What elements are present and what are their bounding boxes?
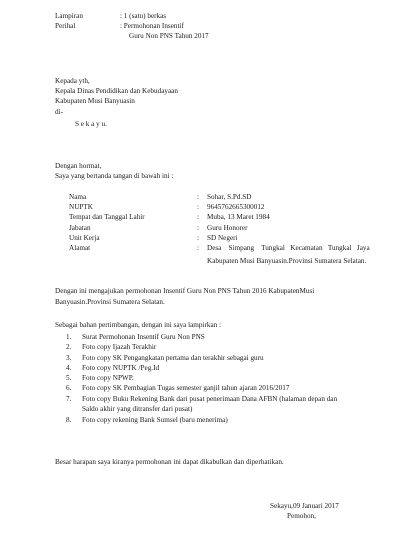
identity-colon: :: [197, 213, 199, 221]
lampiran-label: Lampiran: [55, 12, 83, 20]
attachment-number: 7.: [66, 395, 72, 403]
attachment-text-continued: Saldo akhir yang ditransfer dari pusat): [82, 405, 193, 413]
attachment-text: Foto copy Buku Rekening Bank dari pusat penerimaan Dana AFBN (halaman depan dan: [82, 395, 338, 403]
closing-hope: Besar harapan saya kiranya permohonan ini dapat dikabulkan dan diperhatikan.: [55, 458, 284, 466]
applicant-label: Pemohon,: [287, 512, 316, 520]
identity-colon: :: [197, 234, 199, 242]
identity-label-ttl: Tempat dan Tanggal Lahir: [69, 213, 145, 221]
request-paragraph: Dengan ini mengajukan permohonan Insentif Guru Non PNS Tahun 2016 KabupatenMusi: [55, 287, 315, 295]
identity-label-alamat: Alamat: [69, 244, 91, 252]
attachment-number: 1.: [66, 333, 72, 341]
identity-value-unit-kerja: SD Negeri: [207, 234, 238, 242]
recipient-di: di-: [55, 108, 63, 116]
attachment-text: Foto copy SK Pengangkatan pertama dan terakhir sebagai guru: [82, 354, 264, 362]
recipient-greeting: Kepada yth,: [55, 77, 90, 85]
identity-label-unit-kerja: Unit Kerja: [69, 234, 100, 242]
attachment-number: 2.: [66, 343, 72, 351]
attachment-text: Foto copy NUPTK /Peg.Id: [82, 364, 160, 372]
attachment-number: 8.: [66, 416, 72, 424]
identity-colon: :: [197, 203, 199, 211]
attachment-number: 3.: [66, 354, 72, 362]
identity-value-nuptk: 9645762665300012: [207, 203, 265, 211]
recipient-city: S e k a y u.: [75, 120, 107, 128]
identity-value-nama: Sohar, S.Pd.SD: [207, 193, 252, 201]
place-date: Sekayu,09 Januari 2017: [270, 502, 339, 510]
identity-label-jabatan: Jabatan: [69, 224, 91, 232]
salutation-greeting: Dengan hormat,: [55, 162, 102, 170]
identity-value-alamat-continued: Kabupaten Musi Banyuasin.Provinsi Sumatera Selatan.: [207, 257, 367, 265]
recipient-office: Kepala Dinas Pendidikan dan Kebudayaan: [55, 87, 178, 95]
identity-value-jabatan: Guru Honorer: [207, 224, 248, 232]
attachment-number: 6.: [66, 384, 72, 392]
perihal-value: : Permohonan Insentif: [120, 22, 184, 30]
attachment-text: Surat Permohonan Insentif Guru Non PNS: [82, 333, 205, 341]
attachment-text: Foto copy NPWP.: [82, 374, 134, 382]
attachment-text: Foto copy rekening Bank Sumsel (baru menerima): [82, 416, 228, 424]
attachment-number: 5.: [66, 374, 72, 382]
recipient-region: Kabupaten Musi Banyuasin: [55, 97, 135, 105]
identity-value-ttl: Muba, 13 Maret 1984: [207, 213, 270, 221]
lampiran-value: : 1 (satu) berkas: [120, 12, 167, 20]
identity-colon: :: [197, 193, 199, 201]
identity-label-nuptk: NUPTK: [69, 203, 93, 211]
request-paragraph-continued: Banyuasin.Provinsi Sumatera Selatan.: [55, 298, 165, 306]
identity-value-alamat: Desa Simpang Tungkal Kecamatan Tungkal Jaya: [207, 244, 370, 252]
attachment-text: Foto copy Ijazah Terakhir: [82, 343, 157, 351]
attachment-number: 4.: [66, 364, 72, 372]
attachment-text: Foto copy SK Pembagian Tugas semester ganjil tahun ajaran 2016/2017: [82, 384, 290, 392]
salutation-intro: Saya yang bertanda tangan di bawah ini :: [55, 172, 174, 180]
perihal-label: Perihal: [55, 22, 76, 30]
identity-colon: :: [197, 244, 199, 252]
identity-label-nama: Nama: [69, 193, 87, 201]
identity-colon: :: [197, 224, 199, 232]
perihal-value-continued: Guru Non PNS Tahun 2017: [129, 32, 209, 40]
attachments-intro: Sebagai bahan pertimbangan, dengan ini saya lampirkan :: [55, 321, 222, 329]
